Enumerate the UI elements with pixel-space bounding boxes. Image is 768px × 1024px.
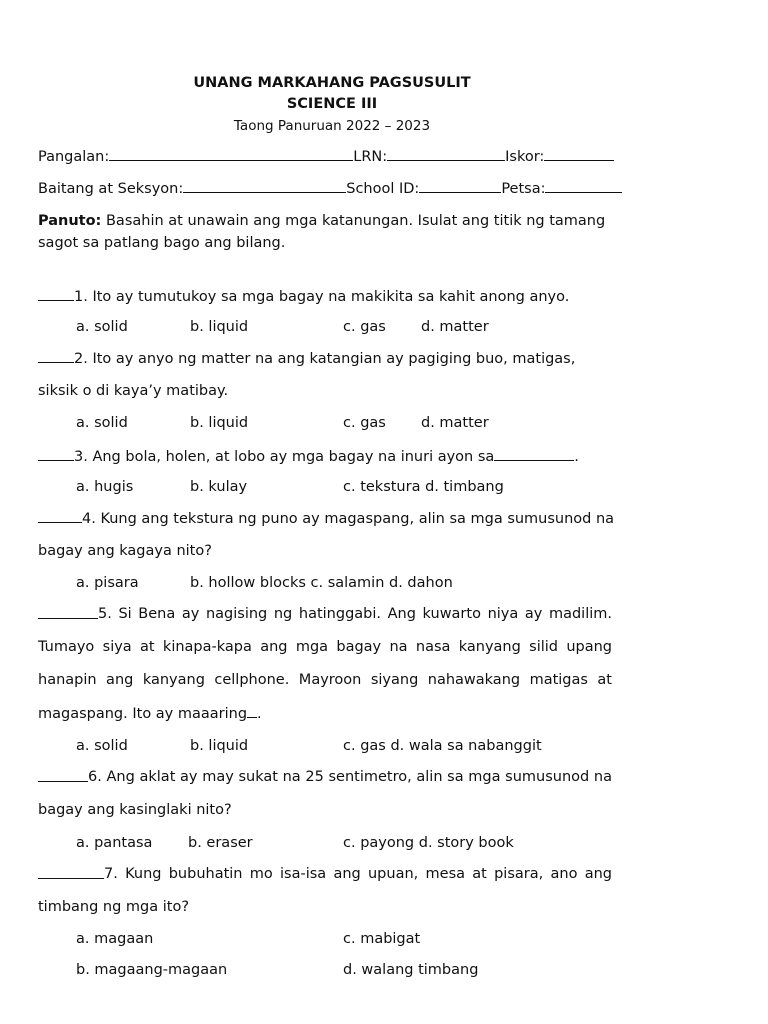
instructions-line-1: [38, 211, 605, 231]
question-2-text-cont: siksik o di kaya’y matibay.: [38, 383, 229, 399]
option-b: b. liquid: [190, 319, 249, 335]
question-5-text-cont-3: [38, 703, 262, 724]
info-row-2: [38, 178, 622, 199]
answer-blank-2[interactable]: [38, 348, 74, 363]
name-label: Pangalan:: [38, 149, 110, 165]
question-3-text: 3. Ang bola, holen, at lobo ay mga bagay na inuri ayon sa: [74, 449, 495, 465]
option-c: c. gas: [343, 319, 386, 335]
instructions-text-1: Basahin at unawain ang mga katanungan. Isulat ang titik ng tamang: [101, 213, 606, 229]
option-b: b. kulay: [190, 479, 248, 495]
option-a: a. solid: [76, 738, 128, 754]
option-c: c. gas: [343, 415, 386, 431]
option-d: d. walang timbang: [343, 962, 479, 978]
question-6-text: 6. Ang aklat ay may sukat na 25 sentimetro, alin sa mga sumusunod na: [88, 769, 612, 785]
option-a: a. solid: [76, 415, 128, 431]
option-c-d: c. payong d. story book: [343, 835, 514, 851]
option-b: b. magaang-magaan: [76, 962, 228, 978]
question-5-end: .: [257, 706, 262, 722]
option-b: b. eraser: [188, 835, 253, 851]
answer-blank-7[interactable]: [38, 864, 104, 879]
instructions-label: Panuto:: [38, 213, 102, 229]
section-label: Baitang at Seksyon:: [38, 181, 184, 197]
question-1: [38, 286, 569, 307]
option-a: a. magaan: [76, 931, 154, 947]
question-3: [38, 446, 579, 467]
exam-title: UNANG MARKAHANG PAGSUSULIT: [193, 75, 471, 91]
question-5: [38, 604, 612, 624]
answer-blank-6[interactable]: [38, 767, 88, 782]
question-6-text-cont: bagay ang kasinglaki nito?: [38, 802, 232, 818]
question-7-text: 7. Kung bubuhatin mo isa-isa ang upuan, mesa at pisara, ano ang: [104, 866, 612, 882]
answer-blank-3[interactable]: [38, 446, 74, 461]
date-label: Petsa:: [501, 181, 546, 197]
question-2: [38, 348, 575, 369]
school-year: Taong Panuruan 2022 – 2023: [233, 118, 431, 134]
answer-blank-5[interactable]: [38, 604, 98, 619]
exam-subject: SCIENCE III: [286, 96, 378, 112]
option-c-d: c. gas d. wala sa nabanggit: [343, 738, 542, 754]
inline-blank-3[interactable]: [494, 446, 574, 461]
question-6: [38, 767, 612, 787]
instructions-line-2: sagot sa patlang bago ang bilang.: [38, 235, 286, 251]
question-5-text: 5. Si Bena ay nagising ng hatinggabi. Ang kuwarto niya ay madilim.: [98, 606, 612, 622]
question-4-text: 4. Kung ang tekstura ng puno ay magaspang, alin sa mga sumusunod na: [82, 511, 615, 527]
section-blank[interactable]: [183, 178, 346, 193]
lrn-blank[interactable]: [387, 146, 505, 161]
answer-blank-4[interactable]: [38, 508, 82, 523]
date-blank[interactable]: [545, 178, 622, 193]
school-id-label: School ID:: [346, 181, 420, 197]
option-d: d. matter: [421, 319, 489, 335]
option-b: b. liquid: [190, 738, 249, 754]
school-id-blank[interactable]: [419, 178, 501, 193]
question-7: [38, 864, 612, 884]
question-5-text-cont-1: Tumayo siya at kinapa-kapa ang mga bagay na nasa kanyang silid upang: [38, 639, 612, 655]
score-blank[interactable]: [544, 146, 614, 161]
question-2-text: 2. Ito ay anyo ng matter na ang katangian ay pagiging buo, matigas,: [74, 351, 576, 367]
info-row-1: [38, 146, 614, 167]
lrn-label: LRN:: [353, 149, 388, 165]
option-b: b. liquid: [190, 415, 249, 431]
name-blank[interactable]: [109, 146, 353, 161]
option-a: a. solid: [76, 319, 128, 335]
option-a: a. pantasa: [76, 835, 153, 851]
inline-blank-5[interactable]: [247, 703, 257, 718]
question-7-text-cont: timbang ng mga ito?: [38, 899, 190, 915]
question-5-text-end: magaspang. Ito ay maaaring: [38, 706, 248, 722]
option-c-d: c. tekstura d. timbang: [343, 479, 504, 495]
question-4: [38, 508, 614, 529]
option-b-c-d: b. hollow blocks c. salamin d. dahon: [190, 575, 453, 591]
option-d: d. matter: [421, 415, 489, 431]
option-a: a. pisara: [76, 575, 139, 591]
question-4-text-cont: bagay ang kagaya nito?: [38, 543, 212, 559]
question-1-text: 1. Ito ay tumutukoy sa mga bagay na makikita sa kahit anong anyo.: [74, 289, 570, 305]
question-3-end: .: [574, 449, 579, 465]
option-a: a. hugis: [76, 479, 134, 495]
question-5-text-cont-2: hanapin ang kanyang cellphone. Mayroon siyang nahawakang matigas at: [38, 672, 612, 688]
answer-blank-1[interactable]: [38, 286, 74, 301]
score-label: Iskor:: [505, 149, 545, 165]
option-c: c. mabigat: [343, 931, 421, 947]
